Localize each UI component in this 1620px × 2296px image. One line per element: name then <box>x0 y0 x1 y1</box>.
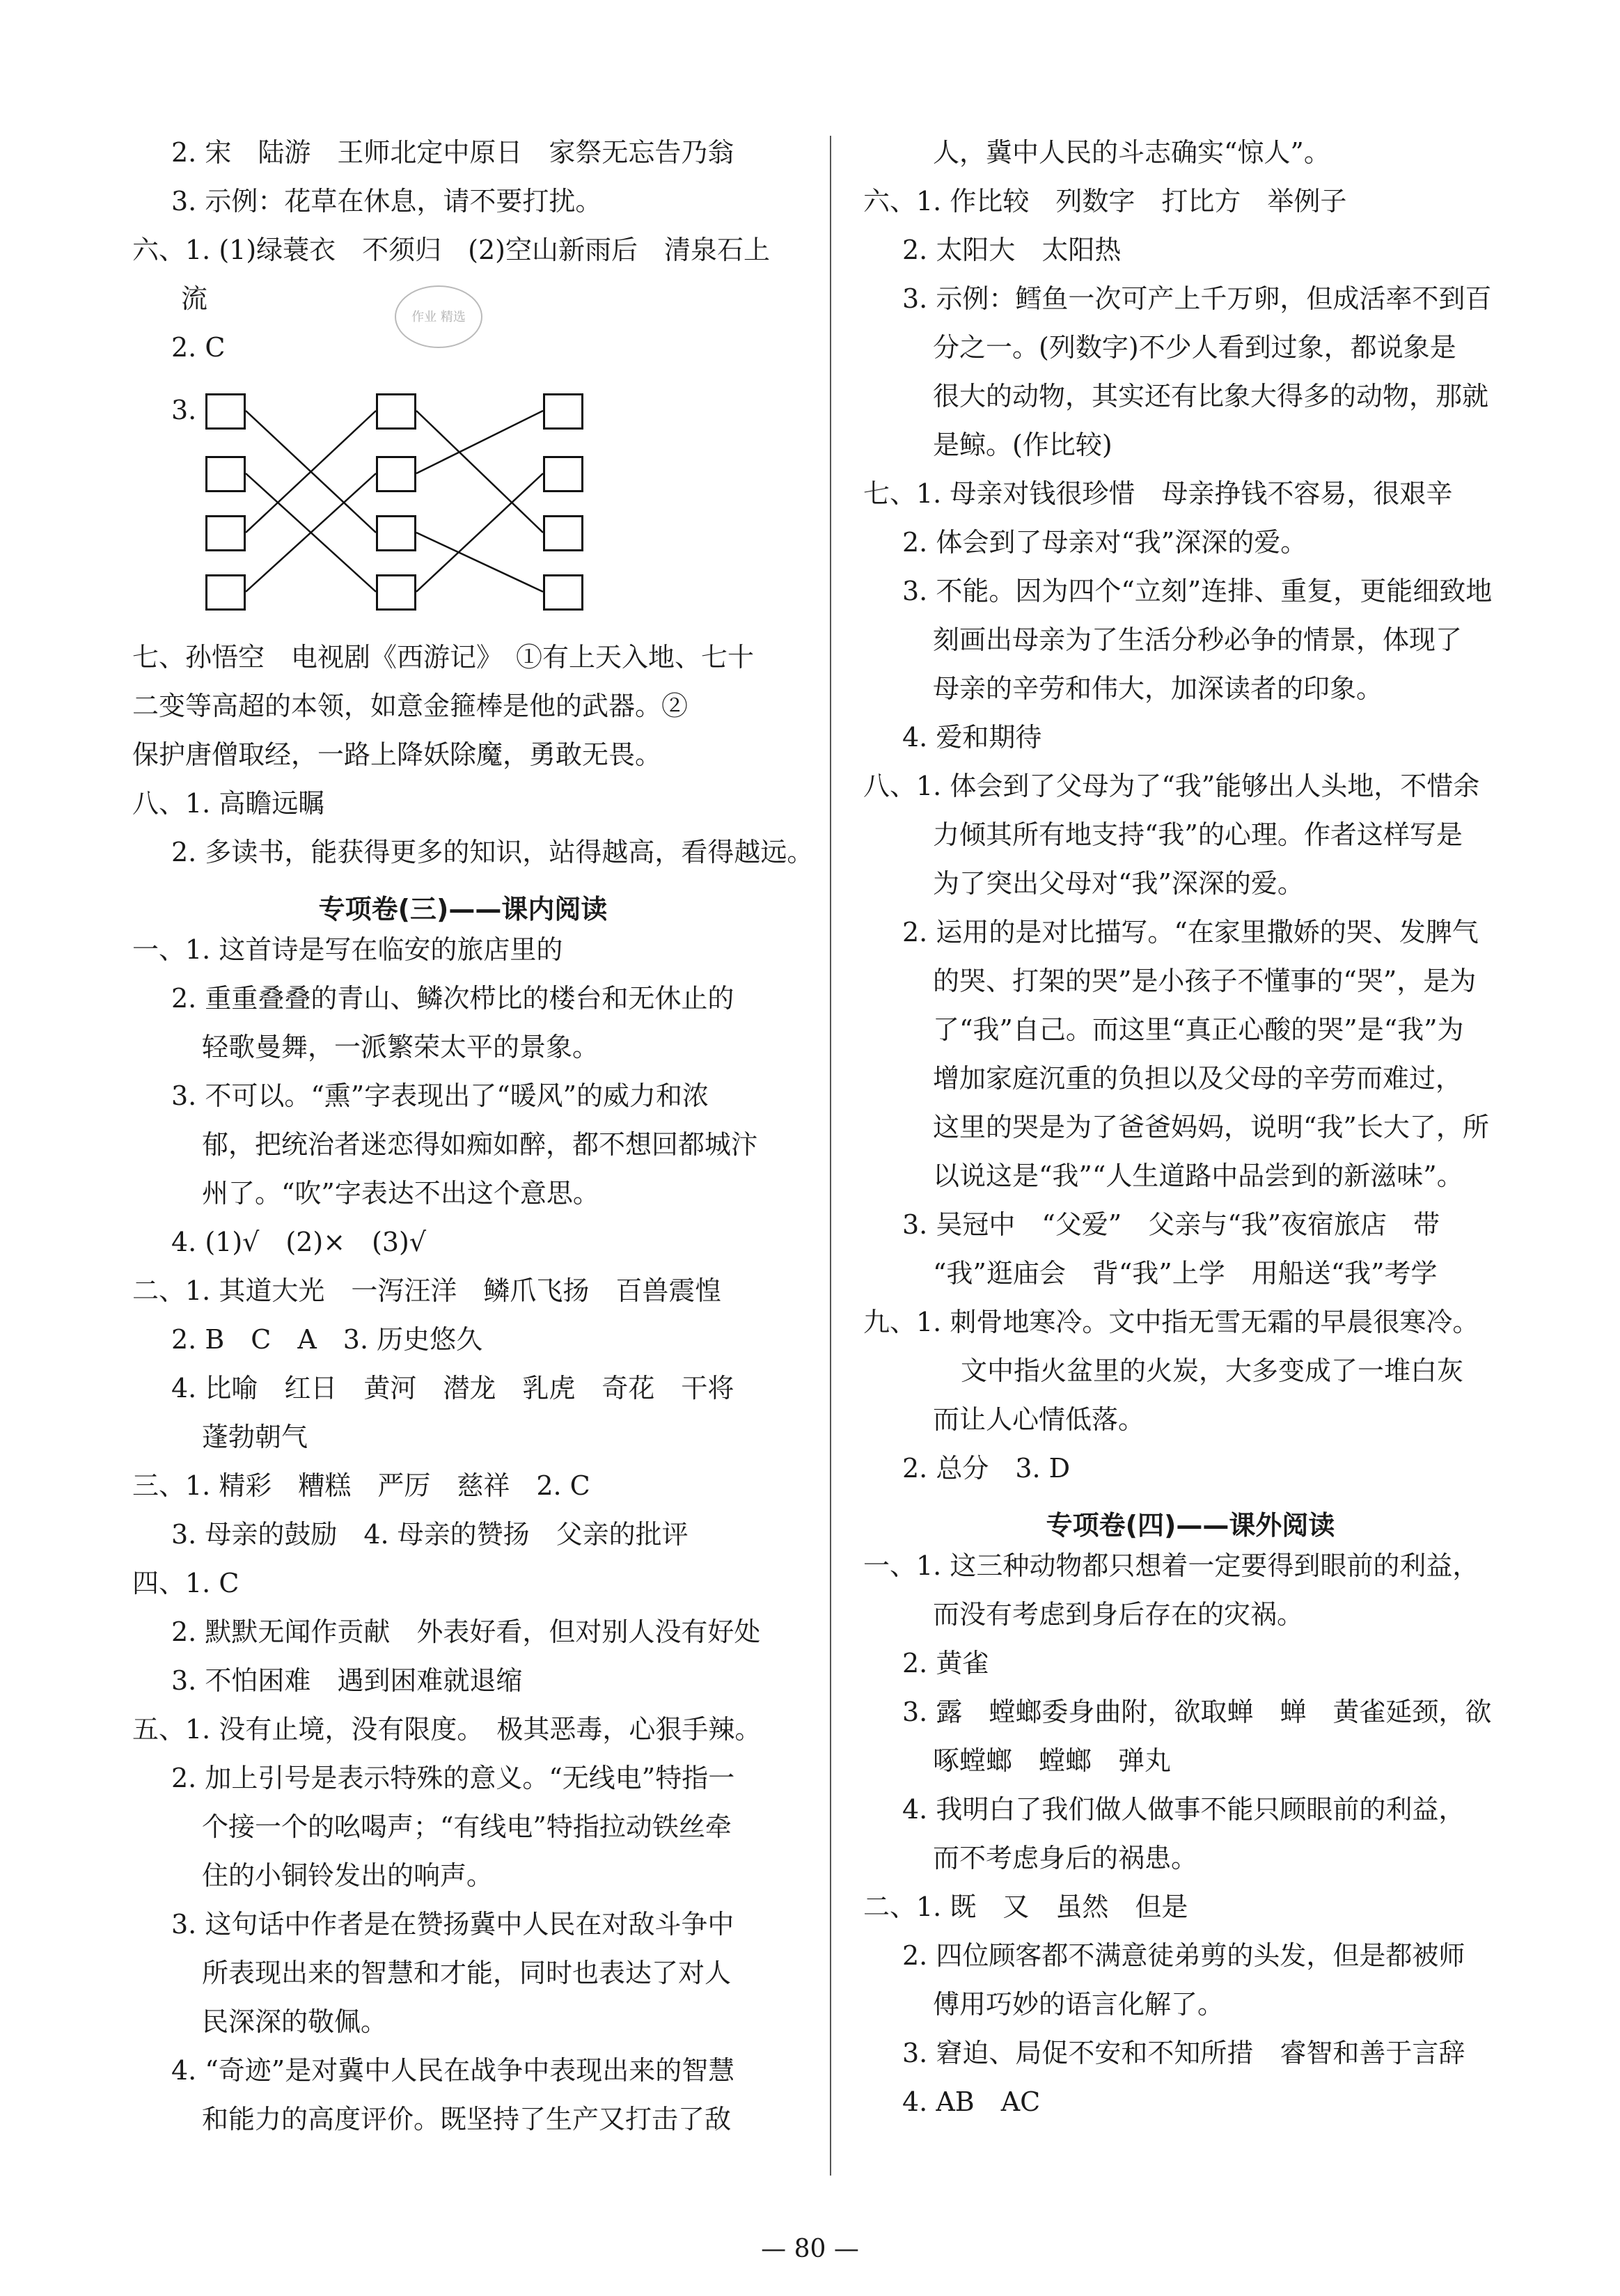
answer-line: 2. 四位顾客都不满意徒弟剪的头发，但是都被师 <box>902 1940 1465 1971</box>
answer-line: 啄螳螂 螳螂 弹丸 <box>933 1745 1172 1776</box>
answer-line: 3. 不可以。“熏”字表现出了“暖风”的威力和浓 <box>171 1080 709 1111</box>
answer-line: 2. 加上引号是表示特殊的意义。“无线电”特指一 <box>171 1763 735 1793</box>
answer-line: 四、1. C <box>132 1568 239 1598</box>
answer-line: 而让人心情低落。 <box>933 1404 1145 1435</box>
svg-text:作业 精选: 作业 精选 <box>411 310 466 324</box>
section-heading: 专项卷(四)——课外阅读 <box>1046 1510 1335 1541</box>
section-heading: 专项卷(三)——课内阅读 <box>318 894 608 925</box>
match-line <box>416 411 543 533</box>
answer-line: 2. 太阳大 太阳热 <box>902 235 1122 265</box>
answer-line: 3. 这句话中作者是在赞扬冀中人民在对敌斗争中 <box>171 1909 734 1940</box>
answer-line: 二变等高超的本领，如意金箍棒是他的武器。② <box>132 691 689 721</box>
answer-line: 增加家庭沉重的负担以及父母的辛劳而难过， <box>933 1063 1463 1094</box>
answer-line: 五、1. 没有止境，没有限度。 极其恶毒，心狠手辣。 <box>132 1714 762 1745</box>
answer-line: 七、1. 母亲对钱很珍惜 母亲挣钱不容易，很艰辛 <box>863 478 1453 509</box>
answer-line: 二、1. 既 又 虽然 但是 <box>863 1892 1188 1922</box>
answer-line: 保护唐僧取经，一路上降妖除魔，勇敢无畏。 <box>132 739 662 770</box>
answer-line: 以说这是“我”“人生道路中品尝到的新滋味”。 <box>933 1161 1463 1191</box>
answer-line: 六、1. 作比较 列数字 打比方 举例子 <box>863 186 1347 217</box>
match-line <box>416 411 543 473</box>
answer-line: 3. 示例：鳕鱼一次可产上千万卵，但成活率不到百 <box>902 283 1492 314</box>
answer-line: 3. 示例：花草在休息，请不要打扰。 <box>171 186 602 217</box>
answer-line: 八、1. 高瞻远瞩 <box>132 788 325 819</box>
answer-line: 4. 比喻 红日 黄河 潜龙 乳虎 奇花 干将 <box>171 1373 734 1403</box>
answer-line: 而没有考虑到身后存在的灾祸。 <box>933 1599 1304 1630</box>
answer-line: 2. 多读书，能获得更多的知识，站得越高，看得越远。 <box>171 837 814 867</box>
answer-line: 刻画出母亲为了生活分秒必争的情景，体现了 <box>933 624 1463 655</box>
answer-line: 4. AB AC <box>902 2086 1041 2117</box>
answer-line: 2. 重重叠叠的青山、鳞次栉比的楼台和无休止的 <box>171 983 734 1014</box>
answer-line: 这里的哭是为了爸爸妈妈，说明“我”长大了，所 <box>933 1112 1489 1142</box>
answer-line: 4. (1)√ (2)× (3)√ <box>171 1227 427 1257</box>
answer-line: 4. 爱和期待 <box>902 722 1042 753</box>
answer-line: 二、1. 其道大光 一泻汪洋 鳞爪飞扬 百兽震惶 <box>132 1275 722 1306</box>
answer-line: 了“我”自己。而这里“真正心酸的哭”是“我”为 <box>933 1014 1464 1045</box>
answer-line: 很大的动物，其实还有比象大得多的动物，那就 <box>933 381 1489 411</box>
answer-line: 2. 总分 3. D <box>902 1453 1071 1484</box>
answer-line: 2. 运用的是对比描写。“在家里撒娇的哭、发脾气 <box>902 917 1479 948</box>
answer-line: 轻歌曼舞，一派繁荣太平的景象。 <box>202 1032 599 1062</box>
answer-line: 2. 黄雀 <box>902 1648 989 1678</box>
answer-line: 文中指火盆里的火炭，大多变成了一堆白灰 <box>961 1355 1464 1386</box>
matching-lines <box>202 390 592 620</box>
answer-line: 3. 窘迫、局促不安和不知所措 睿智和善于言辞 <box>902 2038 1465 2068</box>
answer-line: 的哭、打架的哭”是小孩子不懂事的“哭”，是为 <box>933 966 1477 996</box>
answer-line: 民深深的敬佩。 <box>202 2006 388 2037</box>
answer-line: 流 <box>181 283 208 314</box>
answer-line: 七、孙悟空 电视剧《西游记》 ①有上天入地、七十 <box>132 642 755 673</box>
answer-line: 母亲的辛劳和伟大，加深读者的印象。 <box>933 673 1383 704</box>
match-line <box>416 473 543 592</box>
answer-line: 3. 吴冠中 “父爱” 父亲与“我”夜宿旅店 带 <box>902 1209 1440 1240</box>
answer-line: 是鲸。(作比较) <box>933 430 1112 460</box>
answer-line: 分之一。(列数字)不少人看到过象，都说象是 <box>933 332 1456 363</box>
page-number: — 80 — <box>761 2235 859 2263</box>
answer-line: 一、1. 这首诗是写在临安的旅店里的 <box>132 934 563 965</box>
answer-line: “我”逛庙会 背“我”上学 用船送“我”考学 <box>933 1258 1438 1289</box>
stamp-icon <box>390 282 487 352</box>
answer-line: 个接一个的吆喝声；“有线电”特指拉动铁丝牵 <box>202 1811 732 1842</box>
match-line <box>416 533 543 592</box>
answer-line: 3. 母亲的鼓励 4. 母亲的赞扬 父亲的批评 <box>171 1519 689 1550</box>
answer-line: 六、1. (1)绿蓑衣 不须归 (2)空山新雨后 清泉石上 <box>132 235 770 265</box>
watermark-stamp <box>390 282 487 352</box>
answer-line: 郁，把统治者迷恋得如痴如醉，都不想回都城汴 <box>202 1129 758 1160</box>
answer-line: 为了突出父母对“我”深深的爱。 <box>933 868 1304 899</box>
answer-line: 蓬勃朝气 <box>202 1422 308 1452</box>
answer-line: 九、1. 刺骨地寒冷。文中指无雪无霜的早晨很寒冷。 <box>863 1307 1479 1337</box>
answer-line: 一、1. 这三种动物都只想着一定要得到眼前的利益， <box>863 1550 1479 1581</box>
answer-line: 2. 体会到了母亲对“我”深深的爱。 <box>902 527 1307 558</box>
answer-line: 三、1. 精彩 糟糕 严厉 慈祥 2. C <box>132 1470 590 1501</box>
answer-line: 傅用巧妙的语言化解了。 <box>933 1989 1225 2020</box>
answer-line: 3. 不怕困难 遇到困难就退缩 <box>171 1665 523 1696</box>
answer-line: 2. B C A 3. 历史悠久 <box>171 1324 483 1355</box>
answer-line: 州了。“吹”字表达不出这个意思。 <box>202 1178 599 1209</box>
answer-line: 3. 不能。因为四个“立刻”连排、重复，更能细致地 <box>902 576 1493 606</box>
answer-line: 住的小铜铃发出的响声。 <box>202 1860 494 1891</box>
answer-line: 和能力的高度评价。既坚持了生产又打击了敌 <box>202 2104 732 2134</box>
answer-line: 4. 我明白了我们做人做事不能只顾眼前的利益， <box>902 1794 1465 1825</box>
answer-line: 2. 默默无闻作贡献 外表好看，但对别人没有好处 <box>171 1617 761 1647</box>
answer-line: 力倾其所有地支持“我”的心理。作者这样写是 <box>933 819 1463 850</box>
answer-line: 所表现出来的智慧和才能，同时也表达了对人 <box>202 1958 732 1988</box>
answer-line: 4. “奇迹”是对冀中人民在战争中表现出来的智慧 <box>171 2055 735 2086</box>
answer-line: 3. 露 螳螂委身曲附，欲取蝉 蝉 黄雀延颈，欲 <box>902 1697 1492 1727</box>
column-divider <box>830 136 831 2176</box>
answer-line: 八、1. 体会到了父母为了“我”能够出人头地，不惜余 <box>863 771 1480 801</box>
answer-line: 2. 宋 陆游 王师北定中原日 家祭无忘告乃翁 <box>171 137 734 168</box>
page-footer <box>0 2235 1620 2263</box>
answer-line: 人，冀中人民的斗志确实“惊人”。 <box>933 137 1330 168</box>
answer-line: 3. <box>171 395 197 425</box>
answer-line: 2. C <box>171 332 226 363</box>
answer-line: 而不考虑身后的祸患。 <box>933 1843 1198 1873</box>
